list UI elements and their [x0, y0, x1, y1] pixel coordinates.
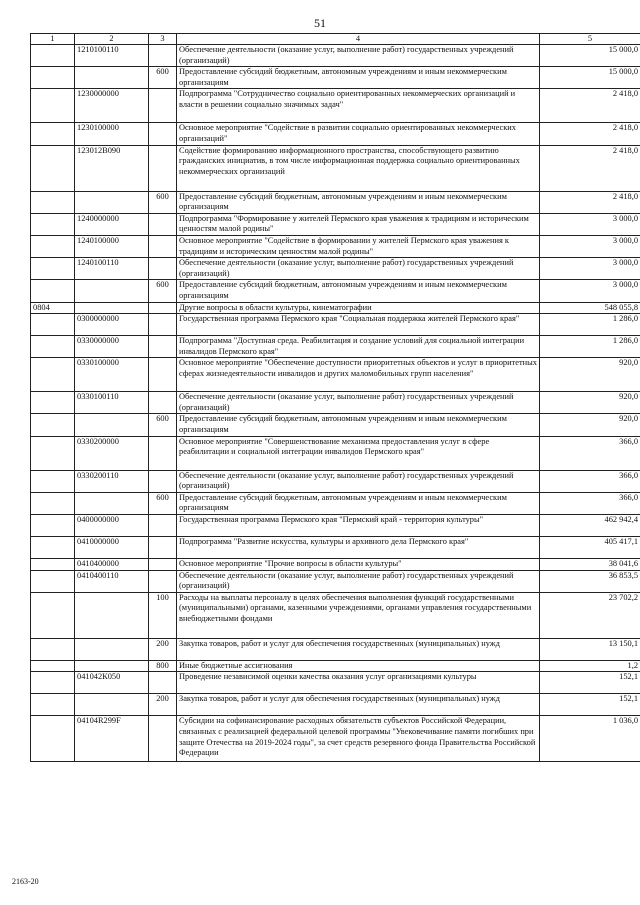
- item-name-cell: Обеспечение деятельности (оказание услуг, выполнение работ) государственных учреждений (организаций): [177, 258, 540, 280]
- amount-cell: 3 000,0: [540, 258, 640, 280]
- target-article-code-cell: 123012В090: [75, 145, 149, 191]
- item-name-cell: Иные бюджетные ассигнования: [177, 660, 540, 672]
- expense-type-code-cell: [149, 123, 177, 145]
- target-article-code-cell: 1240100000: [75, 235, 149, 257]
- amount-cell: 36 853,5: [540, 570, 640, 592]
- table-row: [31, 660, 640, 672]
- amount-cell: 548 055,8: [540, 302, 640, 314]
- expense-type-code-cell: [149, 515, 177, 537]
- expense-type-code-cell: [149, 302, 177, 314]
- item-name-cell: Основное мероприятие "Содействие в формировании у жителей Пермского края уважения к традициям и историческим ценностям малой родины": [177, 235, 540, 257]
- section-code-cell: [31, 570, 75, 592]
- section-code-cell: [31, 258, 75, 280]
- target-article-code-cell: 1210100110: [75, 45, 149, 67]
- section-code-cell: [31, 145, 75, 191]
- item-name-cell: Другие вопросы в области культуры, кинематографии: [177, 302, 540, 314]
- header-cell-2: 2: [75, 34, 149, 45]
- expense-type-code-cell: [149, 716, 177, 762]
- table-row: [31, 67, 640, 89]
- section-code-cell: [31, 213, 75, 235]
- item-name-cell: Подпрограмма "Сотрудничество социально ориентированных некоммерческих организаций и власти в решении социально значимых задач": [177, 89, 540, 123]
- expense-type-code-cell: 600: [149, 191, 177, 213]
- expense-type-code-cell: [149, 213, 177, 235]
- amount-cell: 13 150,1: [540, 638, 640, 660]
- table-row: [31, 492, 640, 514]
- section-code-cell: [31, 123, 75, 145]
- table-row: [31, 570, 640, 592]
- amount-cell: 152,1: [540, 672, 640, 694]
- section-code-cell: [31, 191, 75, 213]
- table-row: [31, 280, 640, 302]
- amount-cell: 920,0: [540, 414, 640, 436]
- expense-type-code-cell: 800: [149, 660, 177, 672]
- amount-cell: 1 286,0: [540, 314, 640, 336]
- amount-cell: 38 041,6: [540, 559, 640, 571]
- expense-type-code-cell: [149, 392, 177, 414]
- item-name-cell: Основное мероприятие "Содействие в развитии социально ориентированных некоммерческих организаций": [177, 123, 540, 145]
- item-name-cell: Предоставление субсидий бюджетным, автономным учреждениям и иным некоммерческим организациям: [177, 67, 540, 89]
- table-row: [31, 191, 640, 213]
- header-cell-4: 4: [177, 34, 540, 45]
- amount-cell: 3 000,0: [540, 280, 640, 302]
- target-article-code-cell: 0330200110: [75, 470, 149, 492]
- amount-cell: 3 000,0: [540, 235, 640, 257]
- expense-type-code-cell: [149, 314, 177, 336]
- expense-type-code-cell: [149, 45, 177, 67]
- target-article-code-cell: [75, 492, 149, 514]
- target-article-code-cell: 0330000000: [75, 336, 149, 358]
- target-article-code-cell: 0330200000: [75, 436, 149, 470]
- table-row: [31, 45, 640, 67]
- header-cell-3: 3: [149, 34, 177, 45]
- amount-cell: 366,0: [540, 492, 640, 514]
- expense-type-code-cell: [149, 470, 177, 492]
- table-row: [31, 515, 640, 537]
- table-row: [31, 694, 640, 716]
- item-name-cell: Обеспечение деятельности (оказание услуг, выполнение работ) государственных учреждений (организаций): [177, 45, 540, 67]
- section-code-cell: 0804: [31, 302, 75, 314]
- section-code-cell: [31, 314, 75, 336]
- target-article-code-cell: 1240000000: [75, 213, 149, 235]
- expense-type-code-cell: [149, 235, 177, 257]
- target-article-code-cell: [75, 414, 149, 436]
- expense-type-code-cell: [149, 89, 177, 123]
- amount-cell: 920,0: [540, 392, 640, 414]
- target-article-code-cell: 0400000000: [75, 515, 149, 537]
- section-code-cell: [31, 559, 75, 571]
- target-article-code-cell: 0410400000: [75, 559, 149, 571]
- table-row: [31, 302, 640, 314]
- section-code-cell: [31, 592, 75, 638]
- section-code-cell: [31, 436, 75, 470]
- amount-cell: 2 418,0: [540, 89, 640, 123]
- target-article-code-cell: [75, 660, 149, 672]
- target-article-code-cell: 0330100000: [75, 358, 149, 392]
- amount-cell: 3 000,0: [540, 213, 640, 235]
- item-name-cell: Основное мероприятие "Обеспечение доступности приоритетных объектов и услуг в приоритетных сферах жизнедеятельности инвалидов и других маломобильных групп населения": [177, 358, 540, 392]
- item-name-cell: Субсидии на софинансирование расходных обязательств субъектов Российской Федерации, связанных с реализацией федеральной целевой программы "Увековечивание памяти погибших при защите Отечества на 2019-2024 годы", за счет средств резервного фонда Правительства Российской Федерации: [177, 716, 540, 762]
- amount-cell: 1 036,0: [540, 716, 640, 762]
- section-code-cell: [31, 470, 75, 492]
- table-header-row: [31, 34, 640, 45]
- section-code-cell: [31, 694, 75, 716]
- target-article-code-cell: 0300000000: [75, 314, 149, 336]
- table-row: [31, 592, 640, 638]
- page-number: 51: [314, 16, 326, 30]
- expense-type-code-cell: 600: [149, 492, 177, 514]
- amount-cell: 462 942,4: [540, 515, 640, 537]
- table-row: [31, 258, 640, 280]
- table-row: [31, 314, 640, 336]
- expense-type-code-cell: [149, 258, 177, 280]
- header-cell-5: 5: [540, 34, 640, 45]
- item-name-cell: Предоставление субсидий бюджетным, автономным учреждениям и иным некоммерческим организациям: [177, 414, 540, 436]
- expense-type-code-cell: [149, 537, 177, 559]
- section-code-cell: [31, 67, 75, 89]
- table-row: [31, 123, 640, 145]
- amount-cell: 366,0: [540, 436, 640, 470]
- expense-type-code-cell: 600: [149, 414, 177, 436]
- table-row: [31, 470, 640, 492]
- target-article-code-cell: 041042К050: [75, 672, 149, 694]
- table-row: [31, 716, 640, 762]
- expense-type-code-cell: [149, 145, 177, 191]
- expense-type-code-cell: 200: [149, 638, 177, 660]
- section-code-cell: [31, 716, 75, 762]
- item-name-cell: Обеспечение деятельности (оказание услуг, выполнение работ) государственных учреждений (организаций): [177, 470, 540, 492]
- item-name-cell: Закупка товаров, работ и услуг для обеспечения государственных (муниципальных) нужд: [177, 638, 540, 660]
- expense-type-code-cell: 100: [149, 592, 177, 638]
- amount-cell: 2 418,0: [540, 145, 640, 191]
- item-name-cell: Обеспечение деятельности (оказание услуг, выполнение работ) государственных учреждений (организаций): [177, 570, 540, 592]
- table-row: [31, 537, 640, 559]
- amount-cell: 2 418,0: [540, 191, 640, 213]
- target-article-code-cell: 0410400110: [75, 570, 149, 592]
- table-row: [31, 213, 640, 235]
- section-code-cell: [31, 280, 75, 302]
- table-row: [31, 638, 640, 660]
- amount-cell: 1,2: [540, 660, 640, 672]
- target-article-code-cell: 0410000000: [75, 537, 149, 559]
- section-code-cell: [31, 45, 75, 67]
- item-name-cell: Расходы на выплаты персоналу в целях обеспечения выполнения функций государственными (муниципальными) органами, казенными учреждениями, органами управления государственными внебюджетными фондами: [177, 592, 540, 638]
- item-name-cell: Подпрограмма "Доступная среда. Реабилитация и создание условий для социальной интеграции инвалидов Пермского края": [177, 336, 540, 358]
- item-name-cell: Подпрограмма "Развитие искусства, культуры и архивного дела Пермского края": [177, 537, 540, 559]
- target-article-code-cell: [75, 67, 149, 89]
- section-code-cell: [31, 672, 75, 694]
- item-name-cell: Содействие формированию информационного пространства, способствующего развитию гражданских инициатив, в том числе информационная поддержка социально ориентированных некоммерческих организаций: [177, 145, 540, 191]
- section-code-cell: [31, 515, 75, 537]
- section-code-cell: [31, 660, 75, 672]
- expense-type-code-cell: [149, 336, 177, 358]
- target-article-code-cell: [75, 302, 149, 314]
- item-name-cell: Предоставление субсидий бюджетным, автономным учреждениям и иным некоммерческим организациям: [177, 280, 540, 302]
- table-row: [31, 672, 640, 694]
- section-code-cell: [31, 392, 75, 414]
- expense-type-code-cell: [149, 570, 177, 592]
- amount-cell: 15 000,0: [540, 45, 640, 67]
- expense-type-code-cell: 600: [149, 280, 177, 302]
- target-article-code-cell: 04104R299F: [75, 716, 149, 762]
- amount-cell: 2 418,0: [540, 123, 640, 145]
- footer-code: 2163-20: [12, 877, 39, 886]
- expense-type-code-cell: [149, 358, 177, 392]
- target-article-code-cell: [75, 191, 149, 213]
- target-article-code-cell: [75, 280, 149, 302]
- item-name-cell: Предоставление субсидий бюджетным, автономным учреждениям и иным некоммерческим организациям: [177, 191, 540, 213]
- header-cell-1: 1: [31, 34, 75, 45]
- section-code-cell: [31, 336, 75, 358]
- table-row: [31, 358, 640, 392]
- item-name-cell: Предоставление субсидий бюджетным, автономным учреждениям и иным некоммерческим организациям: [177, 492, 540, 514]
- section-code-cell: [31, 358, 75, 392]
- item-name-cell: Основное мероприятие "Прочие вопросы в области культуры": [177, 559, 540, 571]
- section-code-cell: [31, 414, 75, 436]
- target-article-code-cell: 0330100110: [75, 392, 149, 414]
- table-row: [31, 336, 640, 358]
- section-code-cell: [31, 537, 75, 559]
- target-article-code-cell: 1230100000: [75, 123, 149, 145]
- section-code-cell: [31, 638, 75, 660]
- table-row: [31, 89, 640, 123]
- target-article-code-cell: [75, 694, 149, 716]
- amount-cell: 920,0: [540, 358, 640, 392]
- amount-cell: 366,0: [540, 470, 640, 492]
- table-row: [31, 559, 640, 571]
- amount-cell: 23 702,2: [540, 592, 640, 638]
- section-code-cell: [31, 492, 75, 514]
- target-article-code-cell: [75, 638, 149, 660]
- section-code-cell: [31, 89, 75, 123]
- table-row: [31, 235, 640, 257]
- item-name-cell: Обеспечение деятельности (оказание услуг, выполнение работ) государственных учреждений (организаций): [177, 392, 540, 414]
- item-name-cell: Проведение независимой оценки качества оказания услуг организациями культуры: [177, 672, 540, 694]
- table-row: [31, 436, 640, 470]
- section-code-cell: [31, 235, 75, 257]
- expense-type-code-cell: 600: [149, 67, 177, 89]
- table-row: [31, 414, 640, 436]
- expense-type-code-cell: 200: [149, 694, 177, 716]
- amount-cell: 1 286,0: [540, 336, 640, 358]
- item-name-cell: Государственная программа Пермского края "Социальная поддержка жителей Пермского края": [177, 314, 540, 336]
- amount-cell: 15 000,0: [540, 67, 640, 89]
- expense-type-code-cell: [149, 436, 177, 470]
- target-article-code-cell: 1230000000: [75, 89, 149, 123]
- table-row: [31, 145, 640, 191]
- expense-type-code-cell: [149, 672, 177, 694]
- target-article-code-cell: 1240100110: [75, 258, 149, 280]
- expense-type-code-cell: [149, 559, 177, 571]
- item-name-cell: Основное мероприятие "Совершенствование механизма предоставления услуг в сфере реабилитации и социальной интеграции инвалидов Пермского края": [177, 436, 540, 470]
- target-article-code-cell: [75, 592, 149, 638]
- item-name-cell: Подпрограмма "Формирование у жителей Пермского края уважения к традициям и историческим ценностям малой родины": [177, 213, 540, 235]
- item-name-cell: Закупка товаров, работ и услуг для обеспечения государственных (муниципальных) нужд: [177, 694, 540, 716]
- budget-table: [30, 33, 640, 762]
- amount-cell: 405 417,1: [540, 537, 640, 559]
- item-name-cell: Государственная программа Пермского края "Пермский край - территория культуры": [177, 515, 540, 537]
- amount-cell: 152,1: [540, 694, 640, 716]
- table-row: [31, 392, 640, 414]
